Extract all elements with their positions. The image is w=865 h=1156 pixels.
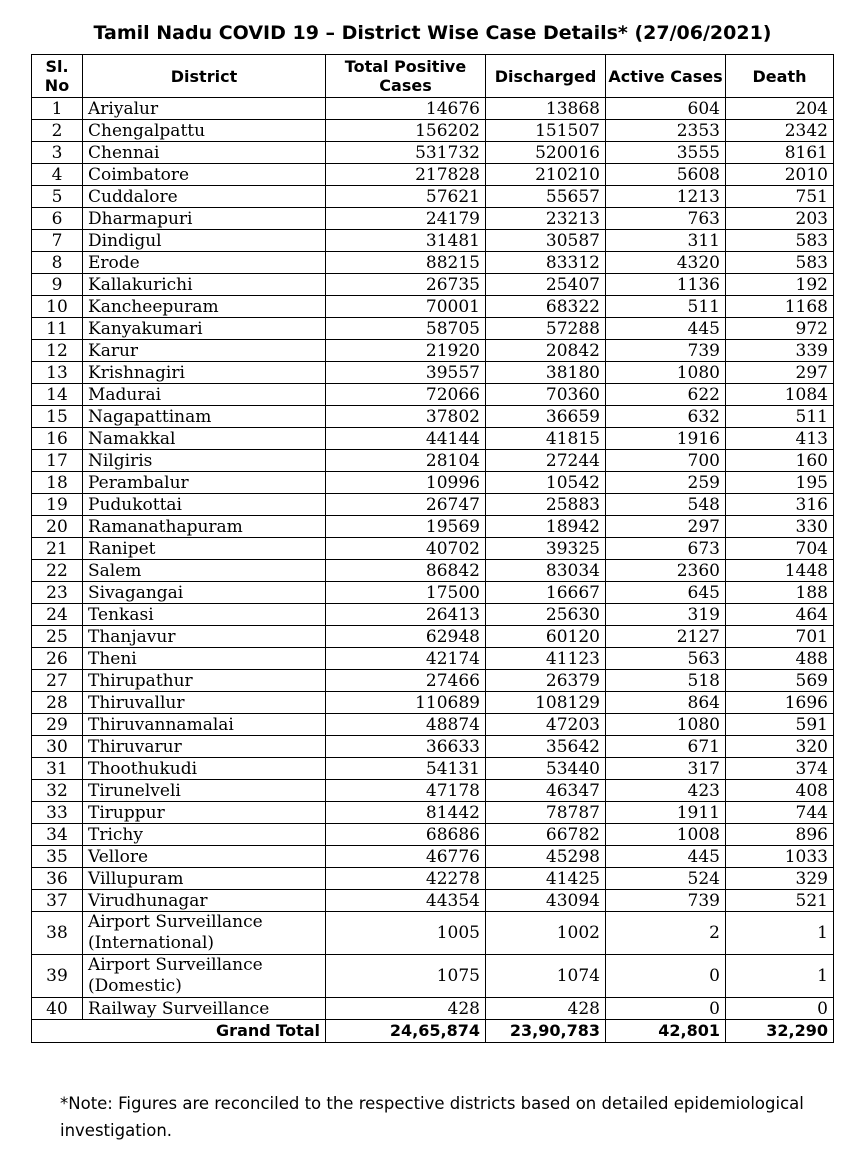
cell-district: Ramanathapuram: [83, 516, 326, 538]
cell-active-cases: 3555: [606, 142, 726, 164]
cell-total-positive: 27466: [326, 670, 486, 692]
cell-active-cases: 1213: [606, 186, 726, 208]
cell-district: Kanyakumari: [83, 318, 326, 340]
cell-total-positive: 26413: [326, 604, 486, 626]
cell-sl-no: 6: [32, 208, 83, 230]
cell-sl-no: 28: [32, 692, 83, 714]
table-row: [32, 890, 834, 912]
cell-death: 521: [726, 890, 834, 912]
table-row: [32, 846, 834, 868]
cell-district: Krishnagiri: [83, 362, 326, 384]
cell-total-positive: 24179: [326, 208, 486, 230]
cell-total-positive: 48874: [326, 714, 486, 736]
cell-death: 896: [726, 824, 834, 846]
cell-active-cases: 1911: [606, 802, 726, 824]
cell-death: 413: [726, 428, 834, 450]
cell-sl-no: 36: [32, 868, 83, 890]
cell-active-cases: 423: [606, 780, 726, 802]
cell-active-cases: 4320: [606, 252, 726, 274]
cell-sl-no: 26: [32, 648, 83, 670]
cell-district: Thirupathur: [83, 670, 326, 692]
cell-death: 203: [726, 208, 834, 230]
cell-discharged: 25630: [486, 604, 606, 626]
cell-total-positive: 42278: [326, 868, 486, 890]
cell-total-positive: 1075: [326, 955, 486, 998]
header-death: Death: [726, 55, 834, 98]
cell-death: 160: [726, 450, 834, 472]
cell-sl-no: 12: [32, 340, 83, 362]
cell-discharged: 25407: [486, 274, 606, 296]
cell-active-cases: 311: [606, 230, 726, 252]
cell-district: Tirunelveli: [83, 780, 326, 802]
cell-district: Airport Surveillance (Domestic): [83, 955, 326, 998]
cell-active-cases: 524: [606, 868, 726, 890]
cell-active-cases: 548: [606, 494, 726, 516]
table-row: [32, 450, 834, 472]
cell-active-cases: 297: [606, 516, 726, 538]
cell-sl-no: 10: [32, 296, 83, 318]
cell-sl-no: 14: [32, 384, 83, 406]
cell-death: 1168: [726, 296, 834, 318]
cell-discharged: 41425: [486, 868, 606, 890]
cell-active-cases: 1916: [606, 428, 726, 450]
cell-sl-no: 24: [32, 604, 83, 626]
cell-total-positive: 40702: [326, 538, 486, 560]
cell-discharged: 30587: [486, 230, 606, 252]
document-title: Tamil Nadu COVID 19 – District Wise Case Details* (27/06/2021): [93, 22, 772, 44]
cell-sl-no: 1: [32, 98, 83, 120]
cell-death: 464: [726, 604, 834, 626]
cell-discharged: 83034: [486, 560, 606, 582]
table-row: [32, 582, 834, 604]
cell-active-cases: 2127: [606, 626, 726, 648]
cell-sl-no: 3: [32, 142, 83, 164]
cell-district: Sivagangai: [83, 582, 326, 604]
cell-sl-no: 29: [32, 714, 83, 736]
cell-discharged: 45298: [486, 846, 606, 868]
cell-district: Railway Surveillance: [83, 998, 326, 1020]
table-row: [32, 362, 834, 384]
cell-death: 195: [726, 472, 834, 494]
cell-active-cases: 622: [606, 384, 726, 406]
cell-sl-no: 34: [32, 824, 83, 846]
cell-active-cases: 445: [606, 318, 726, 340]
cell-total-positive: 37802: [326, 406, 486, 428]
cell-discharged: 1074: [486, 955, 606, 998]
cell-total-positive: 44144: [326, 428, 486, 450]
cell-death: 751: [726, 186, 834, 208]
cell-discharged: 35642: [486, 736, 606, 758]
cell-total-positive: 217828: [326, 164, 486, 186]
table-row: [32, 824, 834, 846]
cell-district: Thiruvallur: [83, 692, 326, 714]
cell-total-positive: 19569: [326, 516, 486, 538]
cell-active-cases: 2360: [606, 560, 726, 582]
header-district: District: [83, 55, 326, 98]
cell-active-cases: 763: [606, 208, 726, 230]
table-row: [32, 714, 834, 736]
cell-death: 2342: [726, 120, 834, 142]
cell-total-positive: 42174: [326, 648, 486, 670]
cell-total-positive: 156202: [326, 120, 486, 142]
cell-district: Salem: [83, 560, 326, 582]
cell-discharged: 10542: [486, 472, 606, 494]
cell-active-cases: 511: [606, 296, 726, 318]
grand-total-active: 42,801: [606, 1020, 726, 1043]
table-row: [32, 868, 834, 890]
cell-district: Theni: [83, 648, 326, 670]
cell-total-positive: 531732: [326, 142, 486, 164]
cell-death: 1: [726, 955, 834, 998]
cell-discharged: 16667: [486, 582, 606, 604]
cell-active-cases: 673: [606, 538, 726, 560]
cell-district: Airport Surveillance (International): [83, 912, 326, 955]
cell-total-positive: 44354: [326, 890, 486, 912]
cell-total-positive: 428: [326, 998, 486, 1020]
cell-death: 192: [726, 274, 834, 296]
cell-discharged: 36659: [486, 406, 606, 428]
table-row: [32, 998, 834, 1020]
cell-district: Erode: [83, 252, 326, 274]
table-row: [32, 384, 834, 406]
grand-total-label: Grand Total: [32, 1020, 326, 1043]
cell-active-cases: 5608: [606, 164, 726, 186]
cell-sl-no: 31: [32, 758, 83, 780]
cell-death: 320: [726, 736, 834, 758]
table-row: [32, 296, 834, 318]
cell-active-cases: 445: [606, 846, 726, 868]
table-header-row: [32, 55, 834, 98]
cell-total-positive: 88215: [326, 252, 486, 274]
cell-sl-no: 8: [32, 252, 83, 274]
cell-district: Kallakurichi: [83, 274, 326, 296]
cell-sl-no: 33: [32, 802, 83, 824]
cell-death: 1696: [726, 692, 834, 714]
cell-active-cases: 1136: [606, 274, 726, 296]
cell-total-positive: 81442: [326, 802, 486, 824]
cell-total-positive: 54131: [326, 758, 486, 780]
table-row: [32, 142, 834, 164]
cell-discharged: 70360: [486, 384, 606, 406]
cell-active-cases: 2: [606, 912, 726, 955]
cell-active-cases: 1008: [606, 824, 726, 846]
cell-sl-no: 11: [32, 318, 83, 340]
cell-death: 1448: [726, 560, 834, 582]
cell-death: 0: [726, 998, 834, 1020]
table-row: [32, 494, 834, 516]
cell-discharged: 18942: [486, 516, 606, 538]
cell-death: 704: [726, 538, 834, 560]
cell-district: Dindigul: [83, 230, 326, 252]
cell-sl-no: 17: [32, 450, 83, 472]
cell-sl-no: 22: [32, 560, 83, 582]
table-row: [32, 670, 834, 692]
cell-district: Dharmapuri: [83, 208, 326, 230]
cell-total-positive: 58705: [326, 318, 486, 340]
cell-sl-no: 38: [32, 912, 83, 955]
cell-district: Namakkal: [83, 428, 326, 450]
cell-sl-no: 23: [32, 582, 83, 604]
grand-total-positive: 24,65,874: [326, 1020, 486, 1043]
cell-discharged: 428: [486, 998, 606, 1020]
cell-death: 330: [726, 516, 834, 538]
table-row: [32, 955, 834, 998]
cell-active-cases: 563: [606, 648, 726, 670]
cell-discharged: 41123: [486, 648, 606, 670]
table-body: [32, 98, 834, 1020]
cell-total-positive: 57621: [326, 186, 486, 208]
cell-district: Tiruppur: [83, 802, 326, 824]
cell-active-cases: 1080: [606, 362, 726, 384]
cell-discharged: 108129: [486, 692, 606, 714]
cell-active-cases: 2353: [606, 120, 726, 142]
cell-district: Ariyalur: [83, 98, 326, 120]
cell-active-cases: 604: [606, 98, 726, 120]
cell-discharged: 68322: [486, 296, 606, 318]
cell-death: 591: [726, 714, 834, 736]
cell-discharged: 520016: [486, 142, 606, 164]
cell-death: 744: [726, 802, 834, 824]
cell-death: 1084: [726, 384, 834, 406]
cell-sl-no: 18: [32, 472, 83, 494]
header-active-cases: Active Cases: [606, 55, 726, 98]
cell-district: Karur: [83, 340, 326, 362]
cell-discharged: 26379: [486, 670, 606, 692]
cell-sl-no: 21: [32, 538, 83, 560]
cell-sl-no: 4: [32, 164, 83, 186]
cell-total-positive: 21920: [326, 340, 486, 362]
cell-total-positive: 31481: [326, 230, 486, 252]
cell-sl-no: 5: [32, 186, 83, 208]
cell-total-positive: 1005: [326, 912, 486, 955]
cell-total-positive: 47178: [326, 780, 486, 802]
cell-discharged: 60120: [486, 626, 606, 648]
cell-active-cases: 645: [606, 582, 726, 604]
cell-sl-no: 35: [32, 846, 83, 868]
cell-discharged: 43094: [486, 890, 606, 912]
cell-district: Chengalpattu: [83, 120, 326, 142]
cell-death: 583: [726, 230, 834, 252]
cell-active-cases: 739: [606, 340, 726, 362]
cell-discharged: 151507: [486, 120, 606, 142]
cell-death: 329: [726, 868, 834, 890]
cell-discharged: 39325: [486, 538, 606, 560]
cell-death: 316: [726, 494, 834, 516]
cell-district: Ranipet: [83, 538, 326, 560]
cell-death: 1: [726, 912, 834, 955]
cell-active-cases: 518: [606, 670, 726, 692]
cell-death: 2010: [726, 164, 834, 186]
cell-district: Thanjavur: [83, 626, 326, 648]
cell-total-positive: 68686: [326, 824, 486, 846]
cell-death: 374: [726, 758, 834, 780]
cell-active-cases: 671: [606, 736, 726, 758]
grand-total-death: 32,290: [726, 1020, 834, 1043]
cell-total-positive: 110689: [326, 692, 486, 714]
table-row: [32, 648, 834, 670]
cell-district: Pudukottai: [83, 494, 326, 516]
cell-total-positive: 26747: [326, 494, 486, 516]
cell-district: Perambalur: [83, 472, 326, 494]
cell-death: 8161: [726, 142, 834, 164]
cell-death: 569: [726, 670, 834, 692]
cell-discharged: 47203: [486, 714, 606, 736]
cell-discharged: 38180: [486, 362, 606, 384]
cell-district: Coimbatore: [83, 164, 326, 186]
table-row: [32, 208, 834, 230]
cell-sl-no: 40: [32, 998, 83, 1020]
table-row: [32, 758, 834, 780]
table-row: [32, 318, 834, 340]
cell-discharged: 78787: [486, 802, 606, 824]
cell-district: Kancheepuram: [83, 296, 326, 318]
cell-total-positive: 46776: [326, 846, 486, 868]
cell-death: 583: [726, 252, 834, 274]
cell-discharged: 41815: [486, 428, 606, 450]
cell-district: Nilgiris: [83, 450, 326, 472]
cell-total-positive: 36633: [326, 736, 486, 758]
grand-total-row: [32, 1020, 834, 1043]
cell-district: Chennai: [83, 142, 326, 164]
cell-discharged: 55657: [486, 186, 606, 208]
header-sl-no: Sl. No: [32, 55, 83, 98]
cell-total-positive: 14676: [326, 98, 486, 120]
cell-active-cases: 1080: [606, 714, 726, 736]
cell-total-positive: 86842: [326, 560, 486, 582]
cell-sl-no: 25: [32, 626, 83, 648]
table-row: [32, 604, 834, 626]
cell-discharged: 25883: [486, 494, 606, 516]
cell-total-positive: 62948: [326, 626, 486, 648]
grand-total-discharged: 23,90,783: [486, 1020, 606, 1043]
cell-district: Madurai: [83, 384, 326, 406]
cell-district: Villupuram: [83, 868, 326, 890]
cell-sl-no: 20: [32, 516, 83, 538]
table-row: [32, 912, 834, 955]
header-discharged: Discharged: [486, 55, 606, 98]
cell-sl-no: 30: [32, 736, 83, 758]
cell-sl-no: 7: [32, 230, 83, 252]
table-row: [32, 472, 834, 494]
table-row: [32, 538, 834, 560]
cell-active-cases: 319: [606, 604, 726, 626]
cell-active-cases: 0: [606, 998, 726, 1020]
cell-sl-no: 2: [32, 120, 83, 142]
cell-discharged: 13868: [486, 98, 606, 120]
table-row: [32, 560, 834, 582]
cell-district: Cuddalore: [83, 186, 326, 208]
cell-sl-no: 39: [32, 955, 83, 998]
district-case-table: [31, 54, 834, 1043]
cell-discharged: 53440: [486, 758, 606, 780]
cell-active-cases: 317: [606, 758, 726, 780]
cell-sl-no: 16: [32, 428, 83, 450]
table-row: [32, 274, 834, 296]
table-row: [32, 626, 834, 648]
table-row: [32, 802, 834, 824]
cell-discharged: 27244: [486, 450, 606, 472]
table-row: [32, 736, 834, 758]
cell-death: 972: [726, 318, 834, 340]
cell-death: 511: [726, 406, 834, 428]
cell-sl-no: 13: [32, 362, 83, 384]
cell-total-positive: 39557: [326, 362, 486, 384]
cell-death: 339: [726, 340, 834, 362]
cell-district: Tenkasi: [83, 604, 326, 626]
cell-sl-no: 32: [32, 780, 83, 802]
cell-district: Trichy: [83, 824, 326, 846]
table-row: [32, 98, 834, 120]
cell-district: Vellore: [83, 846, 326, 868]
cell-district: Thoothukudi: [83, 758, 326, 780]
cell-death: 488: [726, 648, 834, 670]
header-total-positive: Total Positive Cases: [326, 55, 486, 98]
cell-active-cases: 739: [606, 890, 726, 912]
table-row: [32, 428, 834, 450]
cell-death: 188: [726, 582, 834, 604]
cell-total-positive: 26735: [326, 274, 486, 296]
cell-discharged: 57288: [486, 318, 606, 340]
cell-discharged: 83312: [486, 252, 606, 274]
table-row: [32, 780, 834, 802]
cell-death: 701: [726, 626, 834, 648]
table-row: [32, 120, 834, 142]
cell-total-positive: 70001: [326, 296, 486, 318]
table-row: [32, 406, 834, 428]
cell-discharged: 66782: [486, 824, 606, 846]
table-row: [32, 230, 834, 252]
cell-active-cases: 632: [606, 406, 726, 428]
cell-total-positive: 10996: [326, 472, 486, 494]
cell-total-positive: 72066: [326, 384, 486, 406]
table-row: [32, 692, 834, 714]
cell-active-cases: 0: [606, 955, 726, 998]
cell-total-positive: 17500: [326, 582, 486, 604]
cell-death: 204: [726, 98, 834, 120]
table-row: [32, 186, 834, 208]
cell-sl-no: 9: [32, 274, 83, 296]
cell-discharged: 210210: [486, 164, 606, 186]
cell-total-positive: 28104: [326, 450, 486, 472]
cell-district: Virudhunagar: [83, 890, 326, 912]
cell-discharged: 1002: [486, 912, 606, 955]
cell-sl-no: 37: [32, 890, 83, 912]
cell-district: Thiruvarur: [83, 736, 326, 758]
table-row: [32, 516, 834, 538]
cell-sl-no: 15: [32, 406, 83, 428]
table-row: [32, 340, 834, 362]
cell-death: 408: [726, 780, 834, 802]
cell-district: Nagapattinam: [83, 406, 326, 428]
table-row: [32, 164, 834, 186]
cell-discharged: 20842: [486, 340, 606, 362]
cell-death: 297: [726, 362, 834, 384]
cell-discharged: 46347: [486, 780, 606, 802]
footnote: *Note: Figures are reconciled to the respective districts based on detailed epidemiological investigation.: [60, 1094, 804, 1140]
table-row: [32, 252, 834, 274]
cell-sl-no: 27: [32, 670, 83, 692]
cell-sl-no: 19: [32, 494, 83, 516]
cell-death: 1033: [726, 846, 834, 868]
cell-active-cases: 864: [606, 692, 726, 714]
cell-district: Thiruvannamalai: [83, 714, 326, 736]
cell-active-cases: 259: [606, 472, 726, 494]
cell-active-cases: 700: [606, 450, 726, 472]
cell-discharged: 23213: [486, 208, 606, 230]
